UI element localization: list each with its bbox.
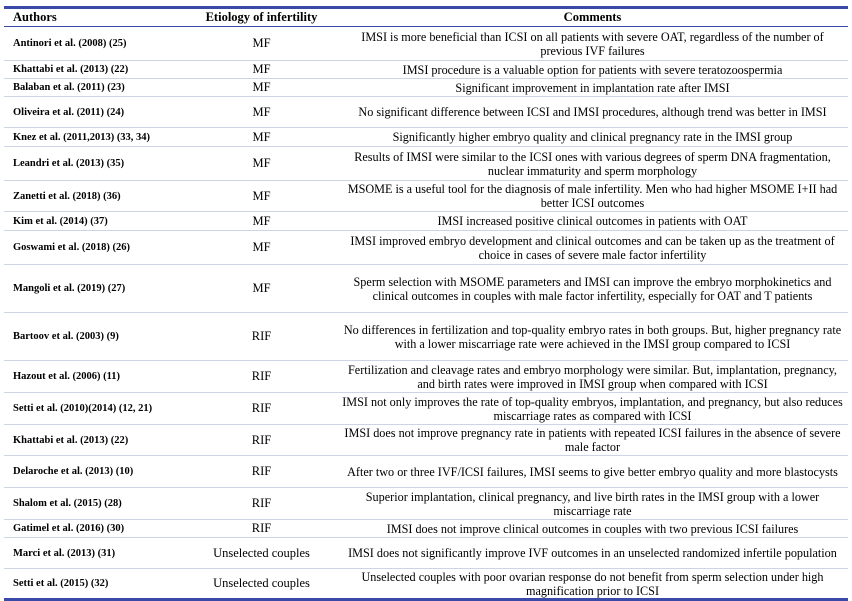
comment-cell: Superior implantation, clinical pregnancy, and live birth rates in the IMSI group with a lower miscarriage rate <box>365 489 820 518</box>
author-cell: Balaban et al. (2011) (23) <box>13 82 125 93</box>
comment-cell: MSOME is a useful tool for the diagnosis of male infertility. Men who had higher MSOME I+II had better ICSI outcomes <box>347 182 838 210</box>
author-cell: Leandri et al. (2013) (35) <box>13 158 125 169</box>
header-row <box>4 8 848 27</box>
table-row <box>4 231 848 265</box>
etiology-cell: MF <box>252 240 271 254</box>
comment-cell: After two or three IVF/ICSI failures, IMSI seems to give better embryo quality and more blastocysts <box>347 464 838 479</box>
author-cell: Antinori et al. (2008) (25) <box>13 38 127 49</box>
comment-cell: No significant difference between ICSI and IMSI procedures, although trend was better in IMSI <box>358 105 827 119</box>
table-row <box>4 27 848 61</box>
table-row <box>4 79 848 97</box>
table-row <box>4 425 848 456</box>
table-row <box>4 538 848 569</box>
table-row <box>4 313 848 361</box>
comment-cell: No differences in fertilization and top-quality embryo rates in both groups. But, higher pregnancy rate with a lower miscarriage rate were achieved in the IMSI group compared to ICSI <box>343 322 842 351</box>
author-cell: Hazout et al. (2006) (11) <box>13 371 121 382</box>
etiology-cell: MF <box>252 213 271 228</box>
table-row <box>4 520 848 538</box>
etiology-cell: RIF <box>251 496 272 510</box>
author-cell: Delaroche et al. (2013) (10) <box>13 466 134 477</box>
etiology-cell: RIF <box>251 329 272 343</box>
table-row <box>4 569 848 600</box>
table-row <box>4 393 848 425</box>
etiology-cell: MF <box>252 62 271 76</box>
etiology-cell: RIF <box>251 401 272 415</box>
table-row <box>4 61 848 79</box>
comment-cell: IMSI does not improve clinical outcomes in couples with two previous ICSI failures <box>386 521 799 536</box>
comment-cell: IMSI is more beneficial than ICSI on all patients with severe OAT, regardless of the number of previous IVF failures <box>361 29 824 58</box>
author-cell: Oliveira et al. (2011) (24) <box>13 106 125 118</box>
etiology-cell: MF <box>252 188 271 203</box>
header-comments: Comments <box>563 10 622 24</box>
header-authors: Authors <box>13 10 57 24</box>
etiology-cell: MF <box>252 129 271 144</box>
comment-cell: Significant improvement in implantation rate after IMSI <box>455 80 730 95</box>
header-etiology: Etiology of infertility <box>205 10 318 24</box>
comment-cell: IMSI not only improves the rate of top-quality embryos, implantation, and pregnancy, but also reduces miscarriage rates as compared with ICSI <box>342 394 843 423</box>
author-cell: Shalom et al. (2015) (28) <box>13 498 122 509</box>
comment-cell: Unselected couples with poor ovarian response do not benefit from sperm selection under high magnification prior to ICSI <box>361 569 824 598</box>
etiology-cell: MF <box>252 80 271 94</box>
etiology-cell: MF <box>252 281 271 295</box>
author-cell: Mangoli et al. (2019) (27) <box>13 283 126 294</box>
author-cell: Setti et al. (2010)(2014) (12, 21) <box>13 403 153 414</box>
comment-cell: Results of IMSI were similar to the ICSI ones with various degrees of sperm DNA fragmentation, nuclear immaturity and sperm morphology <box>354 149 831 178</box>
table-row <box>4 212 848 231</box>
comment-cell: Sperm selection with MSOME parameters and IMSI can improve the embryo morphokinetics and clinical outcomes in couples with male factor infertility, especially for OAT and T patients <box>353 274 832 303</box>
author-cell: Marci et al. (2013) (31) <box>13 547 116 559</box>
etiology-cell: Unselected couples <box>213 545 310 560</box>
author-cell: Gatimel et al. (2016) (30) <box>13 523 125 534</box>
table-row <box>4 147 848 181</box>
imsi-studies-table <box>4 6 848 601</box>
table-row <box>4 456 848 488</box>
author-cell: Zanetti et al. (2018) (36) <box>13 190 121 202</box>
author-cell: Kim et al. (2014) (37) <box>13 215 108 227</box>
etiology-cell: MF <box>252 36 271 50</box>
comment-cell: Fertilization and cleavage rates and embryo morphology were similar. But, implantation, pregnancy, and birth rates were improved in IMSI group when compared with ICSI <box>348 362 837 391</box>
etiology-cell: Unselected couples <box>213 576 310 590</box>
etiology-cell: RIF <box>251 464 272 478</box>
etiology-cell: MF <box>252 104 271 119</box>
etiology-cell: RIF <box>251 369 272 383</box>
table-row <box>4 488 848 520</box>
author-cell: Knez et al. (2011,2013) (33, 34) <box>13 131 151 143</box>
etiology-cell: MF <box>252 156 271 170</box>
comment-cell: IMSI improved embryo development and clinical outcomes and can be taken up as the treatment of choice in cases of severe male factor infertility <box>350 233 835 262</box>
etiology-cell: RIF <box>251 521 272 535</box>
author-cell: Bartoov et al. (2003) (9) <box>13 331 119 342</box>
table-row <box>4 361 848 393</box>
author-cell: Goswami et al. (2018) (26) <box>13 242 130 253</box>
comment-cell: IMSI increased positive clinical outcomes in patients with OAT <box>437 214 748 228</box>
author-cell: Setti et al. (2015) (32) <box>13 578 109 589</box>
imsi-studies-table-container <box>4 6 848 601</box>
comment-cell: IMSI does not improve pregnancy rate in patients with repeated ICSI failures in the absence of severe male factor <box>344 426 841 454</box>
comment-cell: Significantly higher embryo quality and clinical pregnancy rate in the IMSI group <box>392 130 793 144</box>
author-cell: Khattabi et al. (2013) (22) <box>13 64 129 75</box>
table-row <box>4 97 848 128</box>
etiology-cell: RIF <box>251 432 272 447</box>
comment-cell: IMSI does not significantly improve IVF outcomes in an unselected randomized infertile population <box>348 546 837 560</box>
table-row <box>4 128 848 147</box>
comment-cell: IMSI procedure is a valuable option for patients with severe teratozoospermia <box>402 62 783 77</box>
author-cell: Khattabi et al. (2013) (22) <box>13 434 129 446</box>
table-row <box>4 265 848 313</box>
table-row <box>4 181 848 212</box>
